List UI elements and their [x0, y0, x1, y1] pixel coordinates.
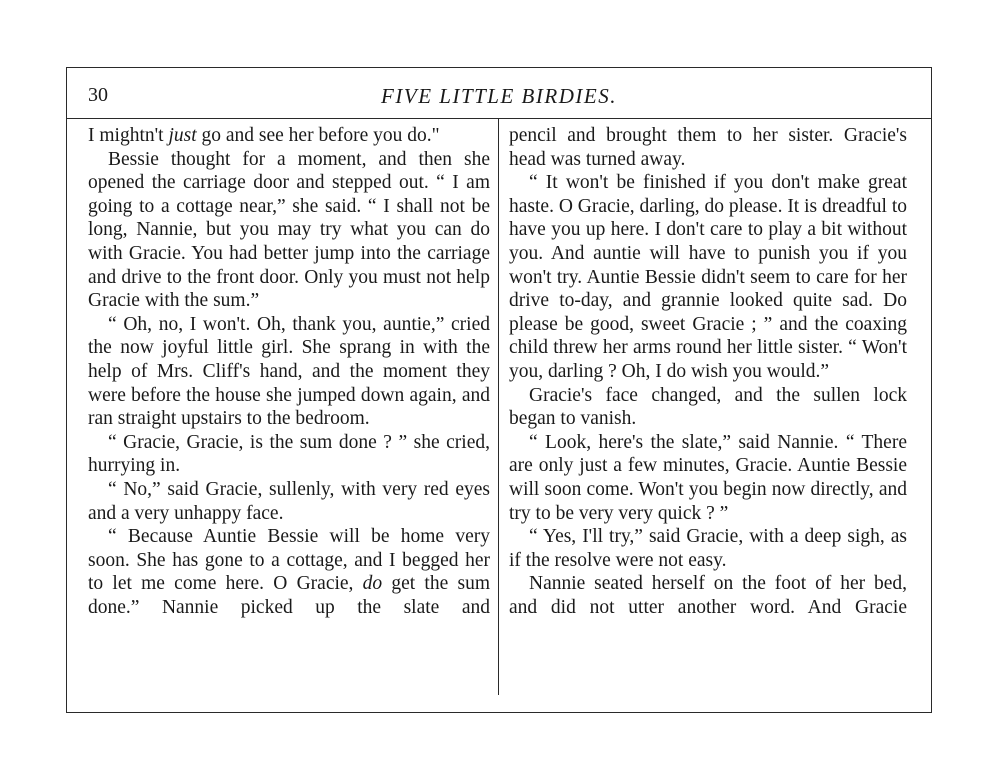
paragraph: pencil and brought them to her sister. Gracie's head was turned away.: [509, 125, 907, 170]
paragraph: “ Look, here's the slate,” said Nannie. “ There are only just a few minutes, Gracie. Auntie Bessie will soon come. Won't you begin now directly, and try to be very very quick ? ”: [509, 431, 907, 524]
paragraph: “ Oh, no, I won't. Oh, thank you, auntie,” cried the now joyful little girl. She sprang in with the help of Mrs. Cliff's hand, and the moment they were before the house she jumped down again, and ran straight upstairs to the bedroom.: [88, 313, 490, 430]
emphasis: do: [362, 573, 383, 595]
paragraph: Nannie seated herself on the foot of her bed, and did not utter another word. And Gracie: [509, 573, 907, 618]
right-column: [509, 124, 907, 696]
paragraph: Bessie thought for a moment, and then she opened the carriage door and stepped out. “ I am going to a cottage near,” she said. “ I shall not be long, Nannie, but you may try what you can do with Gracie. You had better jump into the carriage and drive to the front door. Only you must not help Gracie with the sum.”: [88, 148, 490, 312]
paragraph: Gracie's face changed, and the sullen lock began to vanish.: [509, 384, 907, 430]
paragraph: “ Gracie, Gracie, is the sum done ? ” she cried, hurrying in.: [88, 431, 490, 477]
paragraph: “ Yes, I'll try,” said Gracie, with a deep sigh, as if the resolve were not easy.: [509, 526, 907, 571]
page-number: 30: [88, 84, 108, 106]
paragraph: “ No,” said Gracie, sullenly, with very red eyes and a very unhappy face.: [88, 478, 490, 524]
left-column: [88, 124, 490, 696]
running-title: FIVE LITTLE BIRDIES.: [381, 84, 617, 108]
column-divider: [498, 118, 499, 695]
header-rule: [66, 118, 932, 119]
paragraph: “ Because Auntie Bessie will be home very soon. She has gone to a cottage, and I begged her to let me come here. O Gracie, do get the sum done.” Nannie picked up the slate and: [88, 526, 490, 618]
page-header: [66, 80, 932, 116]
paragraph: I mightn't just go and see her before you do.": [88, 125, 440, 146]
paragraph: “ It won't be finished if you don't make great haste. O Gracie, darling, do please. It is dreadful to have you up here. I don't care to play a bit without you. And auntie will have to punish you if you won't try. Auntie Bessie didn't seem to care for her drive to-day, and grannie looked quite sad. Do please be good, sweet Gracie ; ” and the coaxing child threw her arms round her little sister. “ Won't you, darling ? Oh, I do wish you would.”: [509, 172, 907, 382]
emphasis: just: [168, 125, 197, 146]
